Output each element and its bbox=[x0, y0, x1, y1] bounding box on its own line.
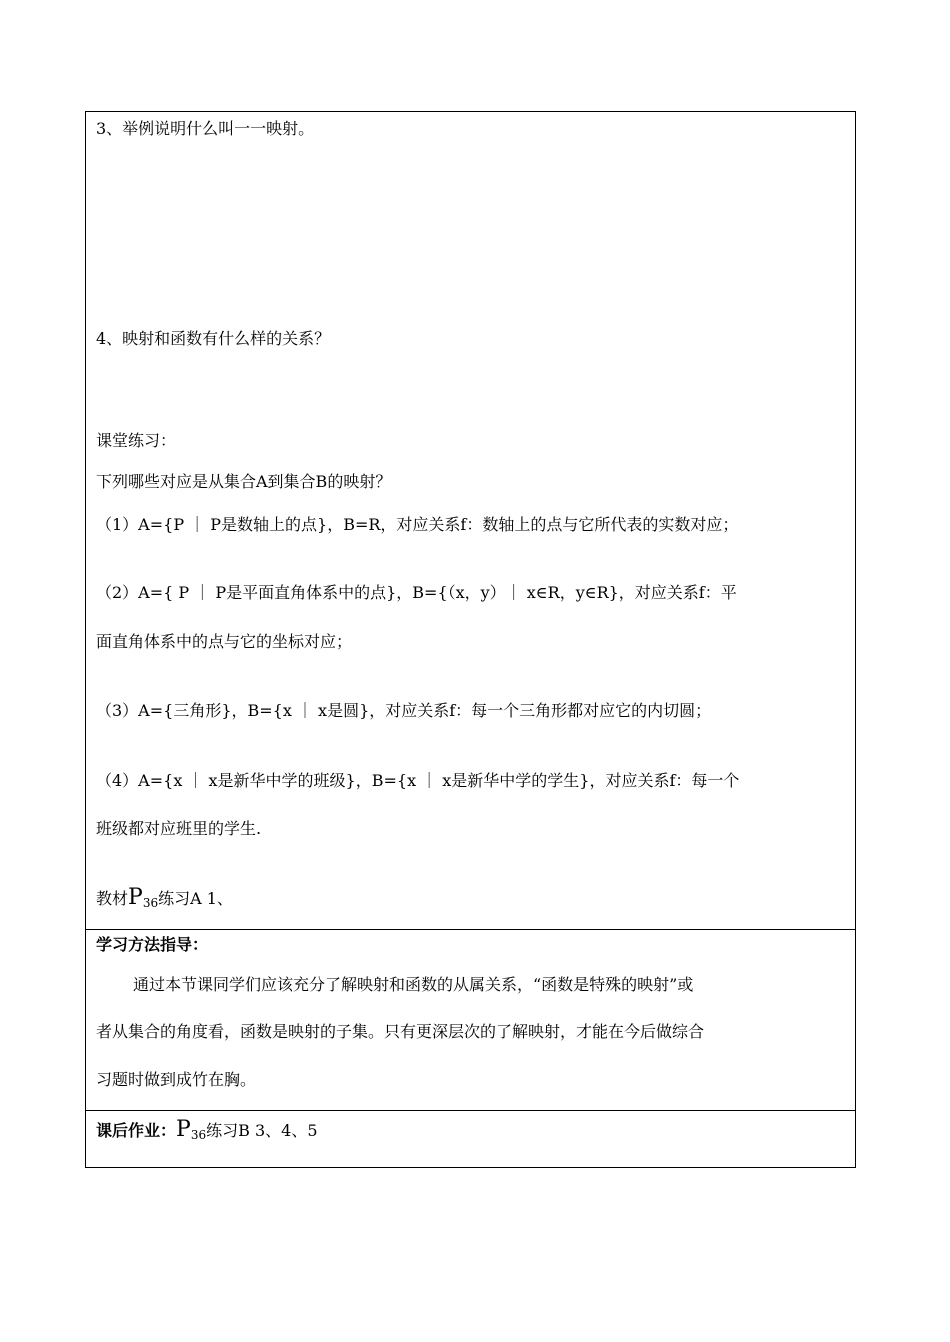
practice-item-2-line-1: （2）A={ P ｜ P是平面直角体系中的点}，B={（x，y）｜ x∈R，y∈R}，对应关系f：平 bbox=[96, 583, 737, 602]
homework-suffix: 练习B 3、4、5 bbox=[206, 1121, 318, 1140]
practice-item-4-line-2: 班级都对应班里的学生. bbox=[96, 819, 262, 838]
method-heading: 学习方法指导： bbox=[96, 935, 209, 954]
homework-page-letter: P bbox=[176, 1117, 191, 1142]
worksheet-table bbox=[85, 111, 856, 1168]
method-guidance-cell bbox=[86, 929, 855, 1110]
practice-item-4-line-1: （4）A={x ｜ x是新华中学的班级}，B={x ｜ x是新华中学的学生}，对应关系f：每一个 bbox=[96, 771, 740, 790]
practice-item-1: （1）A={P ｜ P是数轴上的点}，B=R，对应关系f：数轴上的点与它所代表的实数对应； bbox=[96, 515, 739, 534]
exercise-cell bbox=[86, 112, 855, 929]
method-line-1: 通过本节课同学们应该充分了解映射和函数的从属关系，“函数是特殊的映射”或 bbox=[133, 975, 694, 994]
method-line-3: 习题时做到成竹在胸。 bbox=[96, 1070, 257, 1089]
practice-item-2-line-2: 面直角体系中的点与它的坐标对应； bbox=[96, 632, 353, 651]
question-4: 4、映射和函数有什么样的关系？ bbox=[96, 329, 331, 348]
textbook-page-number: 36 bbox=[142, 896, 159, 910]
homework-line bbox=[96, 1119, 318, 1146]
textbook-page-letter: P bbox=[128, 885, 143, 910]
practice-question: 下列哪些对应是从集合A到集合B的映射？ bbox=[96, 472, 392, 491]
method-line-2: 者从集合的角度看，函数是映射的子集。只有更深层次的了解映射，才能在今后做综合 bbox=[96, 1022, 705, 1041]
homework-cell bbox=[86, 1110, 855, 1167]
practice-heading: 课堂练习： bbox=[96, 431, 177, 450]
homework-label: 课后作业： bbox=[96, 1121, 177, 1140]
homework-page-number: 36 bbox=[190, 1128, 207, 1142]
question-3: 3、举例说明什么叫一一映射。 bbox=[96, 119, 315, 138]
textbook-exercise bbox=[96, 887, 233, 914]
textbook-prefix: 教材 bbox=[96, 889, 129, 908]
textbook-suffix: 练习A 1、 bbox=[158, 889, 233, 908]
practice-item-3: （3）A={三角形}，B={x ｜ x是圆}，对应关系f：每一个三角形都对应它的内切圆； bbox=[96, 701, 712, 720]
